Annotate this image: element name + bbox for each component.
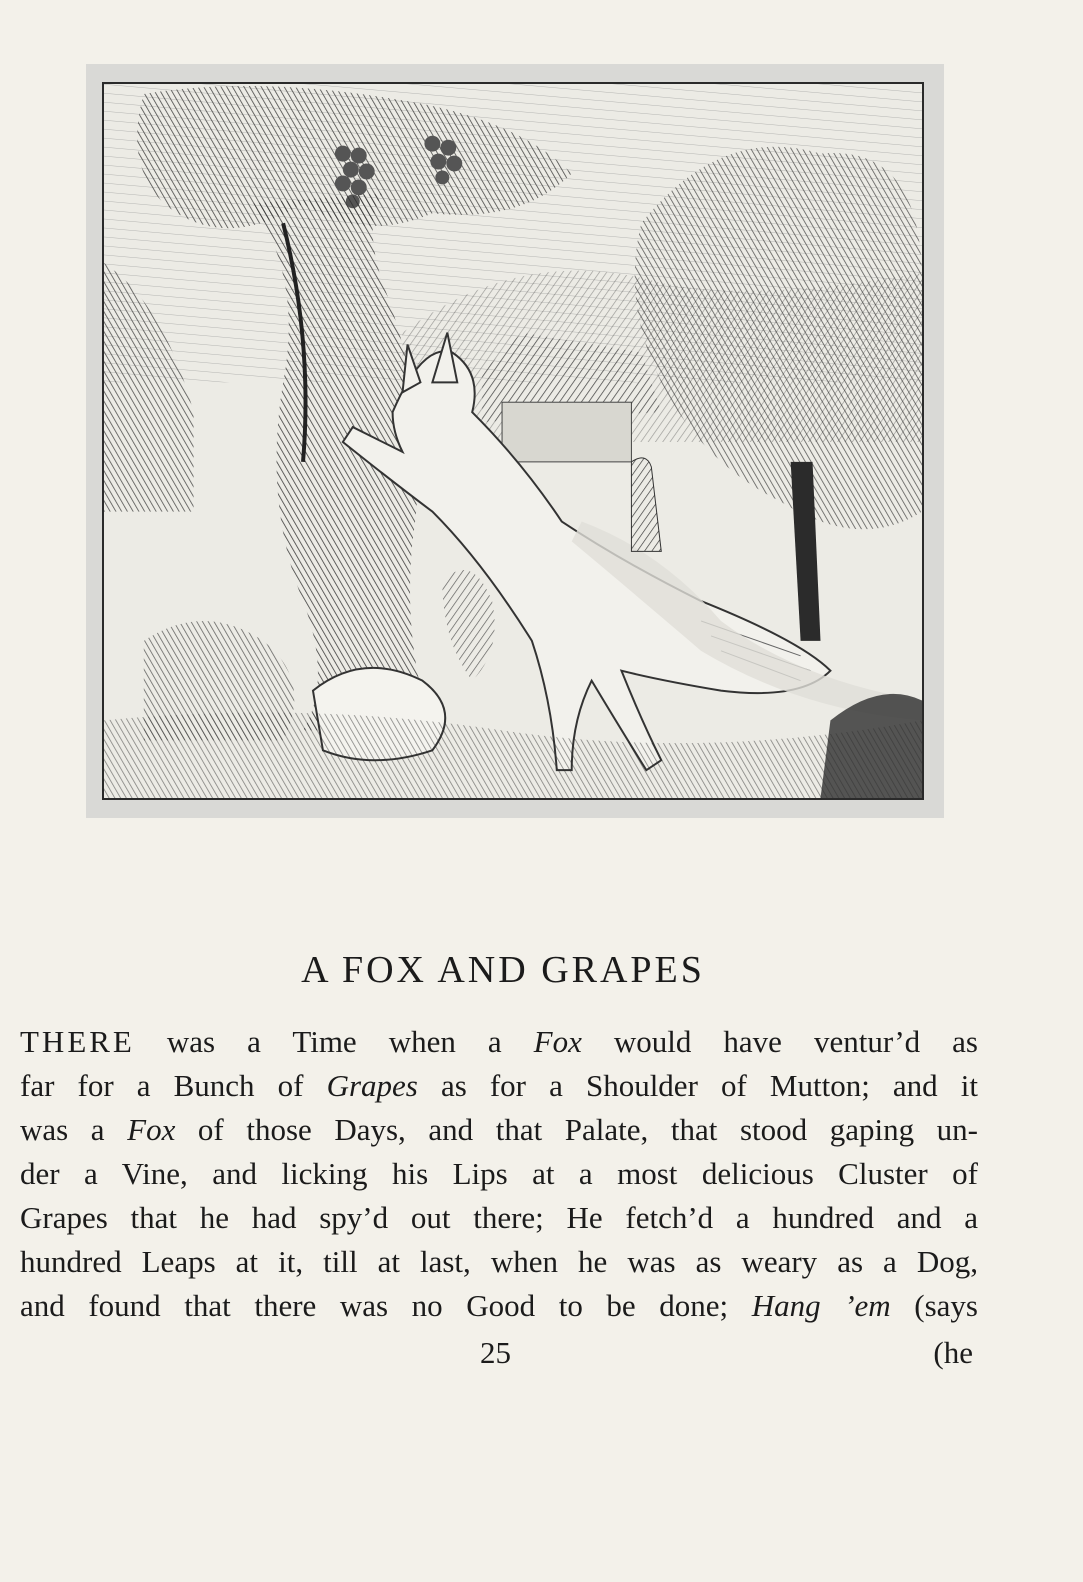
- text-run: Fox: [533, 1024, 582, 1059]
- text-line: [20, 1240, 978, 1284]
- text-run: as for a Shoulder of Mutton; and it: [417, 1068, 978, 1103]
- text-line: [20, 1064, 978, 1108]
- illustration-plate: [86, 64, 944, 818]
- fox-and-grapes-engraving: [102, 82, 924, 800]
- fable-text: [20, 1020, 978, 1328]
- text-run: (says: [890, 1288, 979, 1323]
- text-run: Grapes: [326, 1068, 418, 1103]
- text-run: hundred Leaps at it, till at last, when he was as weary as a Dog,: [20, 1244, 978, 1279]
- text-run: of those Days, and that Palate, that stood gaping un-: [175, 1112, 978, 1147]
- text-run: was a Time when a: [134, 1024, 534, 1059]
- text-run: Hang ’em: [751, 1288, 891, 1323]
- text-run: far for a Bunch of: [20, 1068, 327, 1103]
- fox-and-grapes-engraving-icon: [104, 84, 922, 798]
- text-run: Fox: [127, 1112, 176, 1147]
- text-line: [20, 1196, 978, 1240]
- text-run: would have ventur’d as: [581, 1024, 978, 1059]
- text-line: [20, 1284, 978, 1328]
- text-run: THERE: [20, 1024, 135, 1059]
- page-title: A FOX AND GRAPES: [301, 949, 705, 991]
- text-line: [20, 1108, 978, 1152]
- page-number: 25: [480, 1335, 511, 1370]
- catchword: (he: [933, 1335, 973, 1370]
- text-run: and found that there was no Good to be done;: [20, 1288, 752, 1323]
- text-run: Grapes that he had spy’d out there; He fetch’d a hundred and a: [20, 1200, 978, 1235]
- text-line: [20, 1020, 978, 1064]
- text-line: [20, 1152, 978, 1196]
- text-run: was a: [20, 1112, 128, 1147]
- text-run: der a Vine, and licking his Lips at a most delicious Cluster of: [20, 1156, 978, 1191]
